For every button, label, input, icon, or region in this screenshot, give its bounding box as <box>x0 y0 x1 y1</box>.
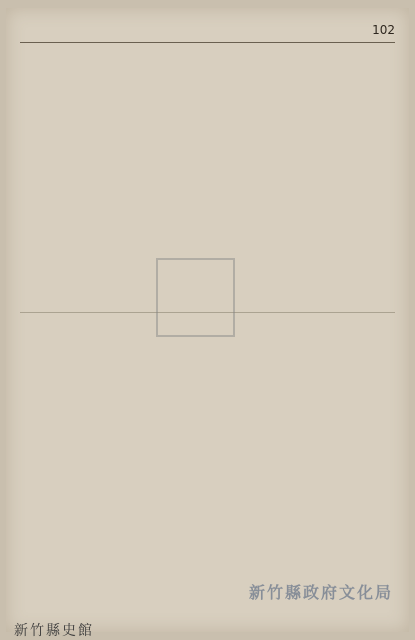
footer-logo: 新竹縣史館 <box>14 623 94 639</box>
page-number: 102 <box>372 23 395 37</box>
watermark: 新竹縣政府文化局 <box>248 583 393 602</box>
running-header <box>20 22 395 43</box>
bottom-text-block <box>20 326 395 596</box>
document-page <box>6 8 409 639</box>
library-seal-stamp <box>156 258 235 337</box>
